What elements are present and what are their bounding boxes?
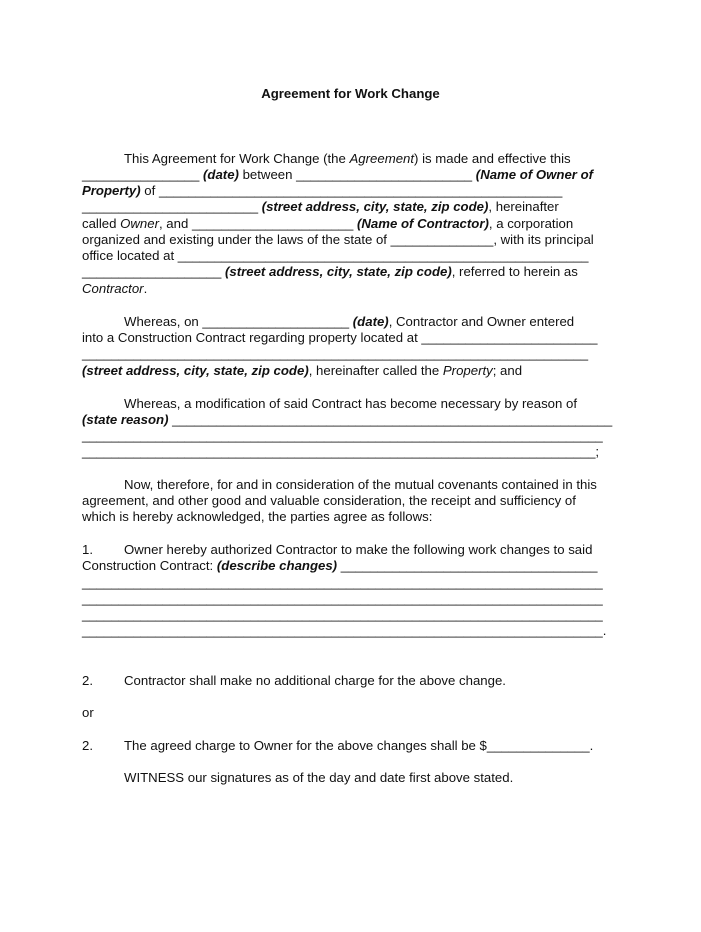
whereas1-line-3: _____________________________________________________________________ <box>82 346 589 361</box>
intro-line-6: organized and existing under the laws of the state of ______________, with its principal <box>82 232 594 247</box>
intro-line-4: ________________________ (street address, city, state, zip code), hereinafter <box>82 199 559 214</box>
item1-line-2: Construction Contract: (describe changes) ___________________________________ <box>82 558 598 573</box>
now-therefore-line-1: Now, therefore, for and in consideration of the mutual covenants contained in this <box>124 477 597 492</box>
intro-line-1: This Agreement for Work Change (the Agreement) is made and effective this <box>124 151 571 166</box>
intro-line-5: called Owner, and ______________________ (Name of Contractor), a corporation <box>82 216 574 231</box>
intro-line-7: office located at ________________________________________________________ <box>82 248 589 263</box>
item1-line-5: _______________________________________________________________________ <box>82 607 603 622</box>
item1-line-6: _______________________________________________________________________. <box>82 623 607 638</box>
now-therefore-line-2: agreement, and other good and valuable consideration, the receipt and sufficiency of <box>82 493 576 508</box>
whereas2-line-1: Whereas, a modification of said Contract has become necessary by reason of <box>124 396 577 411</box>
item1-line-3: _______________________________________________________________________ <box>82 575 603 590</box>
whereas1-line-1: Whereas, on ____________________ (date), Contractor and Owner entered <box>124 314 575 329</box>
item1-line-1: Owner hereby authorized Contractor to make the following work changes to said <box>124 542 593 557</box>
intro-line-8: ___________________ (street address, city, state, zip code), referred to herein as <box>82 264 578 279</box>
document-title: Agreement for Work Change <box>261 86 440 101</box>
intro-line-2: ________________ (date) between ________________________ (Name of Owner of <box>82 167 594 182</box>
witness-text: WITNESS our signatures as of the day and date first above stated. <box>124 770 514 785</box>
whereas1-line-2: into a Construction Contract regarding property located at ________________________ <box>82 330 598 345</box>
whereas1-line-4: (street address, city, state, zip code), hereinafter called the Property; and <box>82 363 523 378</box>
intro-line-9: Contractor. <box>82 281 148 296</box>
item2a-number: 2. <box>82 673 93 688</box>
or-text: or <box>82 705 94 720</box>
intro-line-3: Property) of _______________________________________________________ <box>82 183 563 198</box>
item2a-text: Contractor shall make no additional charge for the above change. <box>124 673 506 688</box>
item1-number: 1. <box>82 542 93 557</box>
now-therefore-line-3: which is hereby acknowledged, the parties agree as follows: <box>82 509 433 524</box>
whereas2-line-2: (state reason) ____________________________________________________________ <box>82 412 613 427</box>
whereas2-line-4: ______________________________________________________________________; <box>82 444 600 459</box>
item1-line-4: _______________________________________________________________________ <box>82 591 603 606</box>
item2b-text: The agreed charge to Owner for the above changes shall be $______________. <box>124 738 594 753</box>
item2b-number: 2. <box>82 738 93 753</box>
whereas2-line-3: _______________________________________________________________________ <box>82 428 603 443</box>
